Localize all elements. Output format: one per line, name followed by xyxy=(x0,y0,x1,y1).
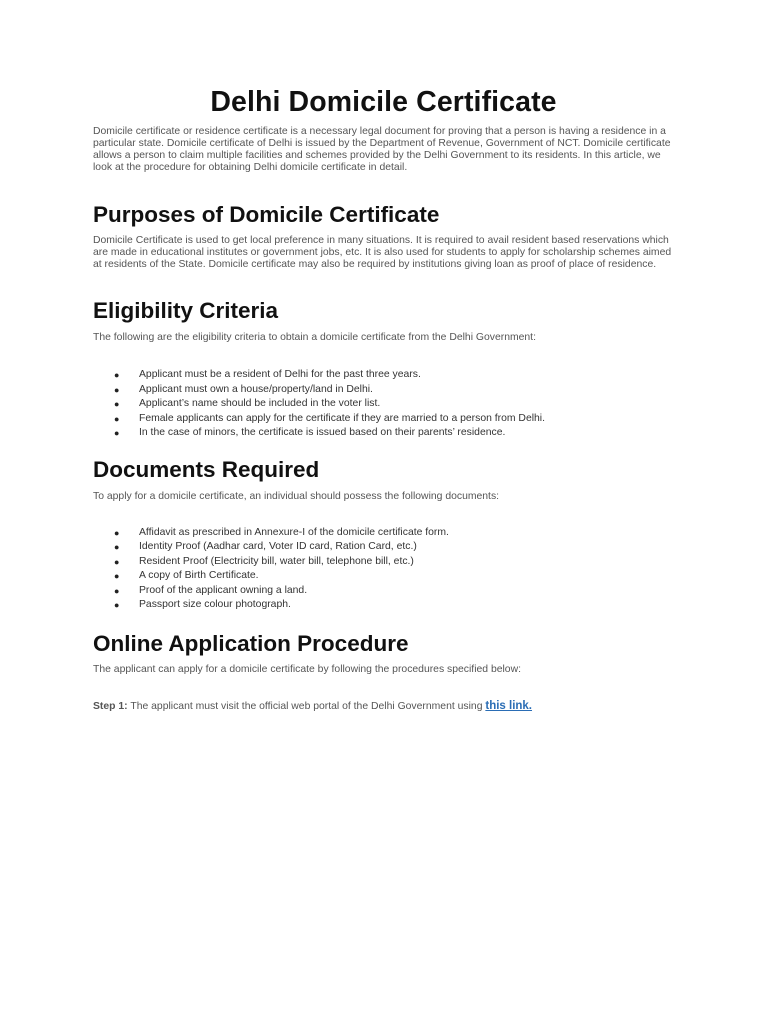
list-item: ● Identity Proof (Aadhar card, Voter ID card, Ration Card, etc.) xyxy=(93,540,674,555)
list-item: ● Applicant must be a resident of Delhi for the past three years. xyxy=(93,368,674,383)
procedure-heading: Online Application Procedure xyxy=(93,630,409,656)
bullet-icon: ● xyxy=(114,600,120,610)
list-item: ● Affidavit as prescribed in Annexure-I of the domicile certificate form. xyxy=(93,526,674,541)
eligibility-heading: Eligibility Criteria xyxy=(93,298,279,323)
bullet-icon: ● xyxy=(114,399,120,409)
list-item: ● In the case of minors, the certificate is issued based on their parents’ residence. xyxy=(93,426,674,441)
documents-heading: Documents Required xyxy=(93,456,320,482)
bullet-icon: ● xyxy=(114,542,120,552)
list-item: ● Female applicants can apply for the certificate if they are married to a person from Delhi. xyxy=(93,412,674,427)
list-item: ● Applicant must own a house/property/land in Delhi. xyxy=(93,383,674,398)
bullet-icon: ● xyxy=(114,413,120,424)
eligibility-list xyxy=(93,368,674,441)
purposes-paragraph: Domicile Certificate is used to get local preference in many situations. It is required to avail resident based reservations which are made in educational institutes or government jobs, etc. It is also used for students to apply for scholarship schemes aimed at residents of the State. Domicile certificate may also be required by institutions giving loan as proof of place of residence. xyxy=(93,235,672,270)
list-item: ● A copy of Birth Certificate. xyxy=(93,569,674,584)
delhi-portal-link[interactable]: this link. xyxy=(485,699,533,712)
list-item: ● Applicant’s name should be included in the voter list. xyxy=(93,397,674,412)
bullet-icon: ● xyxy=(114,370,120,380)
procedure-intro: The applicant can apply for a domicile certificate by following the procedures specified below: xyxy=(93,663,521,675)
page-title: Delhi Domicile Certificate xyxy=(210,86,557,118)
eligibility-intro: The following are the eligibility criteria to obtain a domicile certificate from the Delhi Government: xyxy=(93,332,536,343)
step-1-text: The applicant must visit the official web portal of the Delhi Government using xyxy=(127,700,486,712)
bullet-icon: ● xyxy=(114,585,120,596)
step-1 xyxy=(93,699,674,714)
bullet-icon: ● xyxy=(114,556,120,567)
list-item: ● Resident Proof (Electricity bill, water bill, telephone bill, etc.) xyxy=(93,555,674,570)
step-1-label: Step 1: xyxy=(93,700,128,712)
documents-intro: To apply for a domicile certificate, an individual should possess the following documents: xyxy=(93,490,500,502)
documents-list xyxy=(93,526,674,613)
purposes-heading: Purposes of Domicile Certificate xyxy=(93,202,440,227)
intro-paragraph: Domicile certificate or residence certificate is a necessary legal document for proving that a person is having a residence in a particular state. Domicile certificate of Delhi is issued by the Department of Revenue, Government of NCT. Domicile certificate allows a person to claim multiple facilities and schemes provided by the Delhi Government to its residents. In this article, we look at the procedure for obtaining Delhi domicile certificate in detail. xyxy=(93,126,671,173)
list-item: ● Proof of the applicant owning a land. xyxy=(93,584,674,599)
bullet-icon: ● xyxy=(114,428,120,438)
bullet-icon: ● xyxy=(114,571,120,581)
list-item: ● Passport size colour photograph. xyxy=(93,598,674,613)
bullet-icon: ● xyxy=(114,384,120,395)
bullet-icon: ● xyxy=(114,527,120,538)
